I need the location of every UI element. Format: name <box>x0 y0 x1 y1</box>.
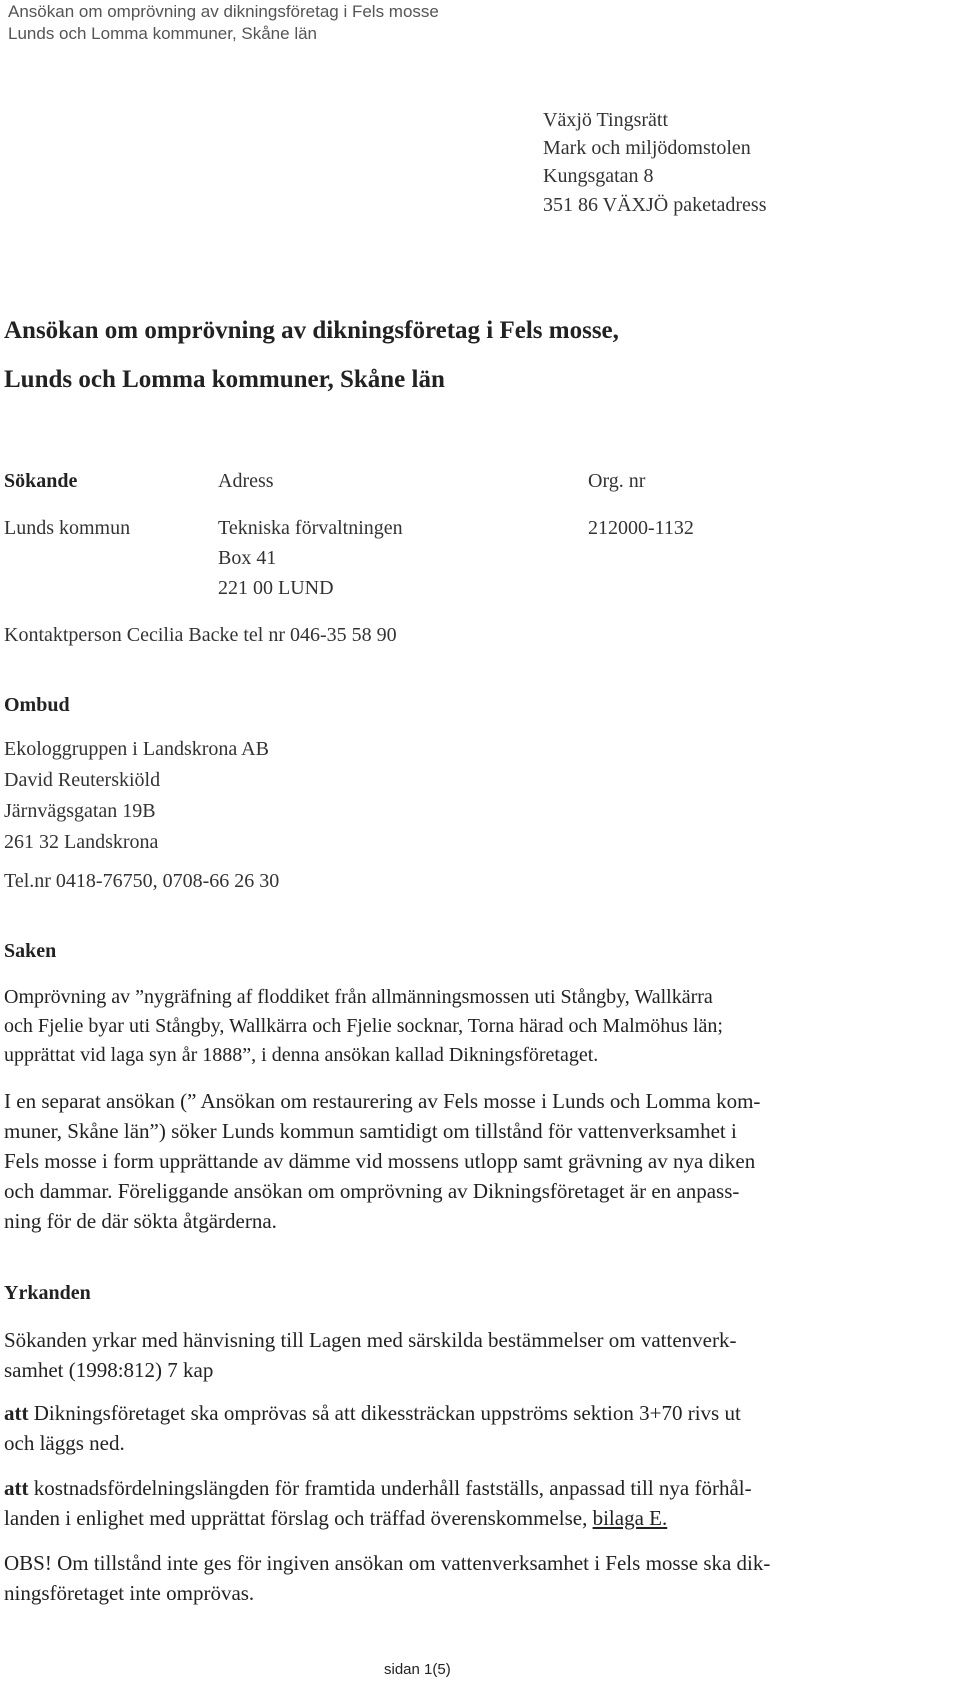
address-label: Adress <box>218 470 274 492</box>
applicant-address2: Box 41 <box>218 547 277 569</box>
att1-line1-text: Dikningsföretaget ska omprövas så att dikessträckan uppströms sektion 3+70 rivs ut <box>28 1401 741 1425</box>
recipient-line4: 351 86 VÄXJÖ paketadress <box>543 194 767 216</box>
saken-p1-line3: upprättat vid laga syn år 1888”, i denna ansökan kallad Dikningsföretaget. <box>4 1044 599 1066</box>
agent-line3: Järnvägsgatan 19B <box>4 800 156 822</box>
page-number: sidan 1(5) <box>384 1661 451 1678</box>
applicant-address1: Tekniska förvaltningen <box>218 517 403 539</box>
running-header-line2: Lunds och Lomma kommuner, Skåne län <box>8 24 318 43</box>
saken-heading: Saken <box>4 940 57 962</box>
applicant-orgnr: 212000-1132 <box>588 517 694 539</box>
att2-line2 <box>4 1505 667 1531</box>
att1-line2: och läggs ned. <box>4 1431 125 1455</box>
document-title-line1: Ansökan om omprövning av dikningsföretag i Fels mosse, <box>4 317 619 344</box>
saken-p1-line2: och Fjelie byar uti Stångby, Wallkärra och Fjelie socknar, Torna härad och Malmöhus län; <box>4 1015 723 1037</box>
att-keyword: att <box>4 1401 29 1425</box>
recipient-line2: Mark och miljödomstolen <box>543 137 751 159</box>
agent-line1: Ekologgruppen i Landskrona AB <box>4 738 269 760</box>
applicant-heading: Sökande <box>4 470 78 492</box>
agent-line2: David Reuterskiöld <box>4 769 161 791</box>
agent-phone: Tel.nr 0418-76750, 0708-66 26 30 <box>4 870 280 892</box>
agent-heading: Ombud <box>4 694 70 716</box>
applicant-address3: 221 00 LUND <box>218 577 334 599</box>
att2-line2-text: landen i enlighet med upprättat förslag och träffad överenskommelse, <box>4 1506 593 1530</box>
running-header-line1: Ansökan om omprövning av dikningsföretag i Fels mosse <box>8 2 439 21</box>
document-title-line2: Lunds och Lomma kommuner, Skåne län <box>4 366 445 393</box>
att2-line1-text: kostnadsfördelningslängden för framtida underhåll fastställs, anpassad till nya förhål- <box>28 1476 752 1500</box>
att-keyword: att <box>4 1476 29 1500</box>
yrkanden-p1-line2: samhet (1998:812) 7 kap <box>4 1358 214 1382</box>
saken-p2-line2: muner, Skåne län”) söker Lunds kommun samtidigt om tillstånd för vattenverksamhet i <box>4 1119 737 1143</box>
saken-p2-line1: I en separat ansökan (” Ansökan om restaurering av Fels mosse i Lunds och Lomma kom- <box>4 1089 761 1113</box>
obs-line2: ningsföretaget inte omprövas. <box>4 1581 255 1605</box>
att1-line1 <box>4 1400 741 1426</box>
contact-person: Kontaktperson Cecilia Backe tel nr 046-35 58 90 <box>4 624 397 646</box>
saken-p1-line1: Omprövning av ”nygräfning af floddiket från allmänningsmossen uti Stångby, Wallkärra <box>4 986 713 1008</box>
yrkanden-p1-line1: Sökanden yrkar med hänvisning till Lagen med särskilda bestämmelser om vattenverk- <box>4 1328 737 1352</box>
saken-p2-line5: ning för de där sökta åtgärderna. <box>4 1209 277 1233</box>
saken-p2-line4: och dammar. Föreliggande ansökan om omprövning av Dikningsföretaget är en anpass- <box>4 1179 740 1203</box>
obs-line1: OBS! Om tillstånd inte ges för ingiven ansökan om vattenverksamhet i Fels mosse ska dik- <box>4 1551 771 1575</box>
orgnr-label: Org. nr <box>588 470 646 492</box>
applicant-name: Lunds kommun <box>4 517 131 539</box>
yrkanden-heading: Yrkanden <box>4 1282 91 1304</box>
bilaga-e-link[interactable]: bilaga E. <box>592 1506 668 1530</box>
recipient-line3: Kungsgatan 8 <box>543 165 654 187</box>
agent-line4: 261 32 Landskrona <box>4 831 159 853</box>
att2-line1 <box>4 1475 752 1501</box>
saken-p2-line3: Fels mosse i form upprättande av dämme vid mossens utlopp samt grävning av nya diken <box>4 1149 756 1173</box>
recipient-line1: Växjö Tingsrätt <box>543 109 669 131</box>
